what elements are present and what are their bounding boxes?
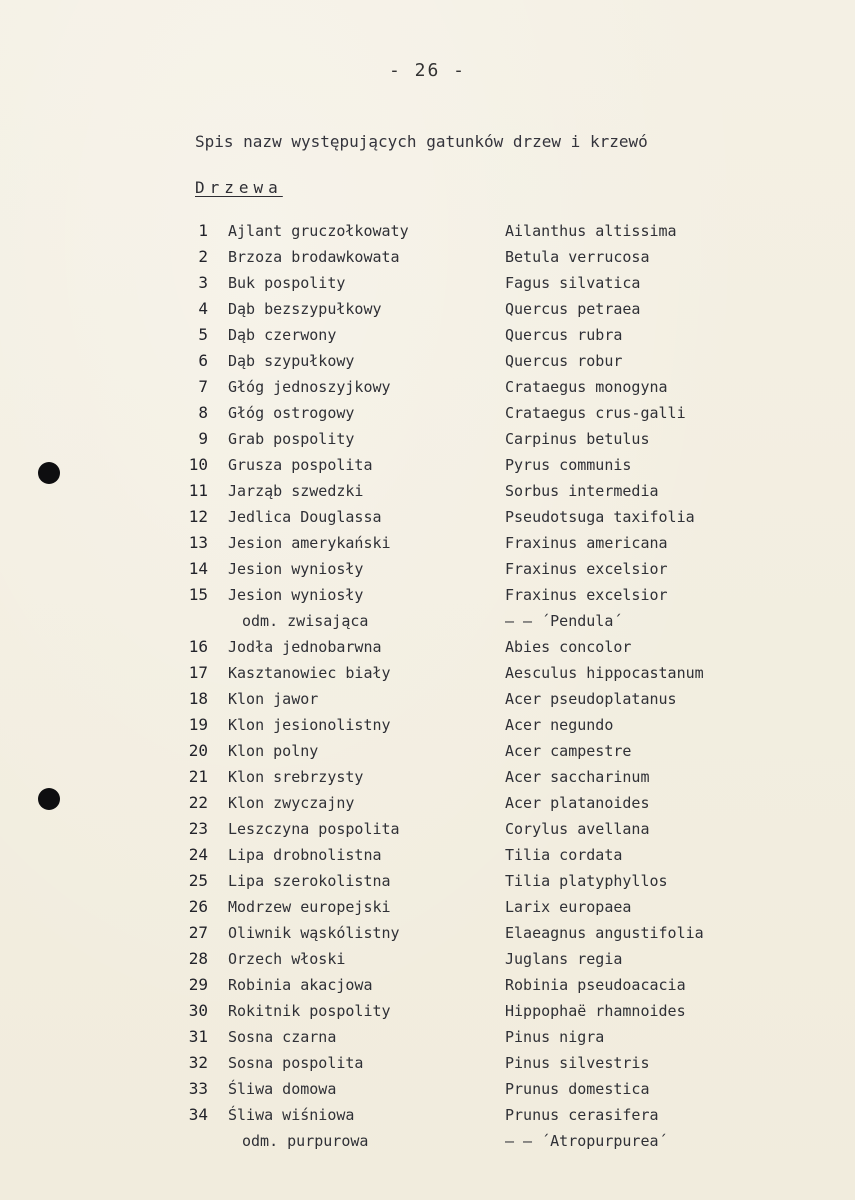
polish-name: Grusza pospolita <box>228 456 373 474</box>
latin-name: Acer campestre <box>505 742 632 760</box>
row-number: 34 <box>188 1105 208 1124</box>
latin-name: — — ´Atropurpurea´ <box>505 1132 668 1150</box>
row-number: 29 <box>188 975 208 994</box>
row-number: 9 <box>198 429 208 448</box>
page-number: - 26 - <box>388 60 467 81</box>
polish-name: Klon jawor <box>228 690 319 708</box>
row-number: 17 <box>188 663 208 682</box>
latin-name: Ailanthus altissima <box>505 222 677 240</box>
polish-name: Kasztanowiec biały <box>228 664 391 682</box>
latin-name: Betula verrucosa <box>505 248 650 266</box>
latin-name: Elaeagnus angustifolia <box>505 924 704 942</box>
latin-name: Abies concolor <box>505 638 632 656</box>
species-row <box>0 452 855 478</box>
species-row <box>0 530 855 556</box>
row-number: 19 <box>188 715 208 734</box>
polish-name: Jesion amerykański <box>228 534 391 552</box>
polish-name: Dąb bezszypułkowy <box>228 300 382 318</box>
latin-name: Acer saccharinum <box>505 768 650 786</box>
polish-name: Klon zwyczajny <box>228 794 355 812</box>
polish-name: Jesion wyniosły <box>228 560 364 578</box>
latin-name: Crataegus crus-galli <box>505 404 686 422</box>
row-number: 24 <box>188 845 208 864</box>
latin-name: Sorbus intermedia <box>505 482 659 500</box>
row-number: 8 <box>198 403 208 422</box>
polish-name: Ajlant gruczołkowaty <box>228 222 409 240</box>
species-row <box>0 556 855 582</box>
latin-name: Aesculus hippocastanum <box>505 664 704 682</box>
polish-name: Oliwnik wąskólistny <box>228 924 400 942</box>
polish-name: Głóg ostrogowy <box>228 404 355 422</box>
species-row <box>0 1024 855 1050</box>
species-row <box>0 400 855 426</box>
species-row <box>0 1102 855 1128</box>
row-number: 1 <box>198 221 208 240</box>
species-row <box>0 1128 855 1154</box>
row-number: 2 <box>198 247 208 266</box>
species-row <box>0 582 855 608</box>
polish-name: odm. zwisająca <box>242 612 369 630</box>
row-number: 22 <box>188 793 208 812</box>
polish-name: Modrzew europejski <box>228 898 391 916</box>
latin-name: Acer negundo <box>505 716 614 734</box>
latin-name: Fraxinus americana <box>505 534 668 552</box>
species-row <box>0 998 855 1024</box>
row-number: 21 <box>188 767 208 786</box>
latin-name: Prunus cerasifera <box>505 1106 659 1124</box>
latin-name: Juglans regia <box>505 950 623 968</box>
row-number: 6 <box>198 351 208 370</box>
row-number: 14 <box>188 559 208 578</box>
row-number: 25 <box>188 871 208 890</box>
species-row <box>0 816 855 842</box>
polish-name: Lipa drobnolistna <box>228 846 382 864</box>
latin-name: Pyrus communis <box>505 456 632 474</box>
species-row <box>0 374 855 400</box>
row-number: 12 <box>188 507 208 526</box>
species-row <box>0 842 855 868</box>
species-row <box>0 504 855 530</box>
species-row <box>0 296 855 322</box>
latin-name: Fraxinus excelsior <box>505 560 668 578</box>
polish-name: Brzoza brodawkowata <box>228 248 400 266</box>
polish-name: odm. purpurowa <box>242 1132 369 1150</box>
polish-name: Klon jesionolistny <box>228 716 391 734</box>
latin-name: Acer platanoides <box>505 794 650 812</box>
species-row <box>0 972 855 998</box>
species-row <box>0 218 855 244</box>
species-row <box>0 660 855 686</box>
row-number: 30 <box>188 1001 208 1020</box>
polish-name: Głóg jednoszyjkowy <box>228 378 391 396</box>
species-row <box>0 1076 855 1102</box>
polish-name: Robinia akacjowa <box>228 976 373 994</box>
row-number: 11 <box>188 481 208 500</box>
row-number: 26 <box>188 897 208 916</box>
row-number: 4 <box>198 299 208 318</box>
polish-name: Jodła jednobarwna <box>228 638 382 656</box>
polish-name: Jarząb szwedzki <box>228 482 364 500</box>
species-row <box>0 270 855 296</box>
row-number: 10 <box>188 455 208 474</box>
latin-name: Quercus robur <box>505 352 623 370</box>
species-row <box>0 1050 855 1076</box>
species-row <box>0 322 855 348</box>
species-row <box>0 478 855 504</box>
latin-name: Acer pseudoplatanus <box>505 690 677 708</box>
polish-name: Śliwa wiśniowa <box>228 1106 355 1124</box>
punch-hole <box>38 788 60 810</box>
latin-name: Hippophaë rhamnoides <box>505 1002 686 1020</box>
row-number: 16 <box>188 637 208 656</box>
polish-name: Buk pospolity <box>228 274 346 292</box>
row-number: 7 <box>198 377 208 396</box>
species-row <box>0 790 855 816</box>
species-row <box>0 712 855 738</box>
species-row <box>0 608 855 634</box>
polish-name: Rokitnik pospolity <box>228 1002 391 1020</box>
row-number: 13 <box>188 533 208 552</box>
polish-name: Grab pospolity <box>228 430 355 448</box>
polish-name: Dąb szypułkowy <box>228 352 355 370</box>
species-row <box>0 738 855 764</box>
latin-name: Pseudotsuga taxifolia <box>505 508 695 526</box>
row-number: 18 <box>188 689 208 708</box>
latin-name: Tilia cordata <box>505 846 623 864</box>
polish-name: Sosna pospolita <box>228 1054 364 1072</box>
polish-name: Dąb czerwony <box>228 326 337 344</box>
species-row <box>0 634 855 660</box>
punch-hole <box>38 462 60 484</box>
row-number: 3 <box>198 273 208 292</box>
species-row <box>0 894 855 920</box>
polish-name: Orzech włoski <box>228 950 346 968</box>
latin-name: Carpinus betulus <box>505 430 650 448</box>
species-row <box>0 244 855 270</box>
row-number: 23 <box>188 819 208 838</box>
polish-name: Śliwa domowa <box>228 1080 337 1098</box>
row-number: 27 <box>188 923 208 942</box>
latin-name: Larix europaea <box>505 898 632 916</box>
polish-name: Klon polny <box>228 742 319 760</box>
polish-name: Leszczyna pospolita <box>228 820 400 838</box>
row-number: 28 <box>188 949 208 968</box>
polish-name: Jesion wyniosły <box>228 586 364 604</box>
latin-name: Pinus nigra <box>505 1028 605 1046</box>
species-row <box>0 426 855 452</box>
species-list <box>0 218 855 1154</box>
species-row <box>0 868 855 894</box>
row-number: 31 <box>188 1027 208 1046</box>
latin-name: Fraxinus excelsior <box>505 586 668 604</box>
latin-name: Quercus rubra <box>505 326 623 344</box>
latin-name: Pinus silvestris <box>505 1054 650 1072</box>
row-number: 20 <box>188 741 208 760</box>
latin-name: Tilia platyphyllos <box>505 872 668 890</box>
document-heading: Spis nazw występujących gatunków drzew i krzewó <box>195 132 648 151</box>
latin-name: Crataegus monogyna <box>505 378 668 396</box>
polish-name: Lipa szerokolistna <box>228 872 391 890</box>
species-row <box>0 946 855 972</box>
polish-name: Klon srebrzysty <box>228 768 364 786</box>
row-number: 32 <box>188 1053 208 1072</box>
row-number: 15 <box>188 585 208 604</box>
section-title: Drzewa <box>195 178 283 197</box>
species-row <box>0 920 855 946</box>
row-number: 33 <box>188 1079 208 1098</box>
latin-name: Quercus petraea <box>505 300 641 318</box>
species-row <box>0 764 855 790</box>
latin-name: — — ´Pendula´ <box>505 612 623 630</box>
row-number: 5 <box>198 325 208 344</box>
polish-name: Sosna czarna <box>228 1028 337 1046</box>
latin-name: Corylus avellana <box>505 820 650 838</box>
latin-name: Fagus silvatica <box>505 274 641 292</box>
polish-name: Jedlica Douglassa <box>228 508 382 526</box>
latin-name: Prunus domestica <box>505 1080 650 1098</box>
latin-name: Robinia pseudoacacia <box>505 976 686 994</box>
species-row <box>0 348 855 374</box>
species-row <box>0 686 855 712</box>
